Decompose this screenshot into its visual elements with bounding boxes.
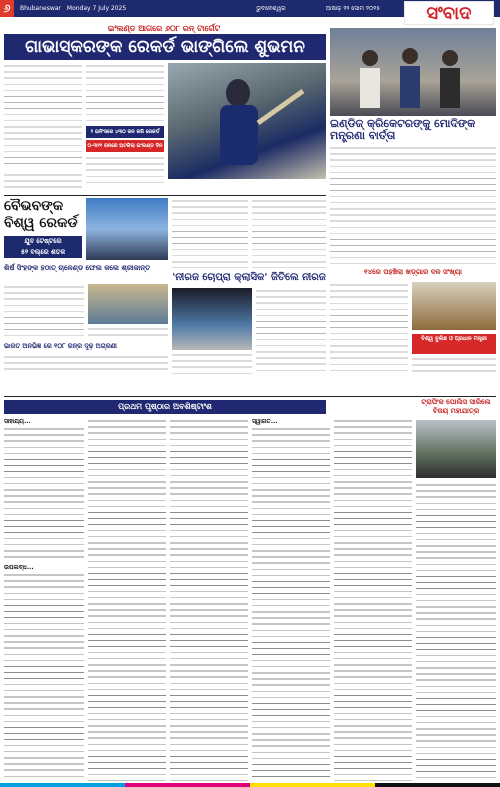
right-date-label: ଆଷାଢ଼ ୨୨ ସୋମ ୨୦୨୫ bbox=[325, 4, 380, 12]
shreyas-body-col2 bbox=[88, 326, 168, 340]
bottom-col2-body bbox=[88, 418, 166, 782]
bottom-col4-head: ସ୍ୱାଗତ... bbox=[252, 418, 278, 425]
traffic-police-photo bbox=[416, 420, 496, 478]
neeraj-body-col1 bbox=[256, 288, 326, 374]
stat-box-2: ୦-୩୨୧ ରନରେ ଅଟକିଲା ଇଂଲଣ୍ଡ ଦିନ bbox=[86, 140, 164, 152]
registration-color-bar bbox=[0, 783, 500, 787]
shreyas-photo bbox=[88, 284, 168, 324]
shreyas-body-bottom bbox=[4, 354, 168, 374]
vaibhav-body-col2 bbox=[252, 198, 326, 268]
lead-body-col2b bbox=[86, 155, 164, 183]
batsman-silhouette-icon bbox=[168, 63, 326, 179]
neeraj-headline: 'ନୀରଜ ଚୋପ୍ରା କ୍ଲାସିକ' ଜିତିଲେ ନୀରଜ bbox=[172, 272, 326, 283]
bottom-col1-body bbox=[4, 426, 84, 562]
bottom-col3-body bbox=[170, 418, 248, 782]
modi-cricketers-photo bbox=[330, 28, 496, 116]
right-body-col1 bbox=[330, 282, 408, 372]
shubman-photo bbox=[168, 63, 326, 179]
bottom-col5-body bbox=[334, 418, 412, 782]
bottom-col6-body bbox=[416, 482, 496, 782]
date-label: Monday 7 July 2025 bbox=[66, 5, 127, 12]
bottom-col1-head: ସାହାଯ୍ୟ... bbox=[4, 418, 31, 425]
lead-headline: ଗାଭାସ୍କରଙ୍କ ରେକର୍ଡ ଭାଙ୍ଗିଲେ ଶୁଭମନ bbox=[4, 34, 326, 60]
lead-body-col2 bbox=[86, 63, 164, 123]
team-photo bbox=[412, 282, 496, 330]
neeraj-body-col2 bbox=[172, 352, 252, 374]
city-label: Bhubaneswar bbox=[20, 5, 61, 12]
vaibhav-tagline-1: ଯୁବ ଟେଷ୍ଟରେ bbox=[24, 237, 62, 245]
group-people-icon bbox=[330, 28, 496, 116]
vaibhav-photo bbox=[86, 198, 168, 260]
right-body-col2 bbox=[412, 356, 496, 374]
right-story-headline: ଇଣ୍ଡିଜ୍ କ୍ରିକେଟରଙ୍କୁ ମୋଦିଙ୍କ ମନ୍ତ୍ରଣା ବାର୍ତ୍ତା bbox=[330, 117, 476, 142]
masthead-logo: ସଂବାଦ bbox=[404, 1, 494, 25]
neeraj-photo bbox=[172, 288, 252, 350]
vaibhav-tagline bbox=[4, 236, 82, 258]
page-number: ୬ bbox=[0, 0, 14, 17]
lead-body-col1 bbox=[4, 63, 82, 167]
bottom-col4-body bbox=[252, 426, 330, 782]
vaibhav-headline-2: ବିଶ୍ୱ ରେକର୍ଡ bbox=[4, 215, 78, 231]
vaibhav-tagline-2: ୫୨ ବଲ୍‌ରେ ଶତକ bbox=[20, 248, 66, 256]
shreyas-tag: ଭାରତ ଅନଭିଜ୍ଞ ରେ ୧୦୮ ରନ୍ର ଦୃଢ଼ ଅଗ୍ରଣୀ bbox=[4, 342, 117, 350]
divider-rule bbox=[4, 195, 326, 196]
bottom-banner: ପ୍ରଥମ ପୃଷ୍ଠାର ଅବଶିଷ୍ଟାଂଶ bbox=[4, 400, 326, 414]
bottom-col2-head: ଉପଲବ୍ଧ... bbox=[4, 564, 34, 571]
right-subhead: ୧୪ରେ ପହଞ୍ଚିଲା ଖଡ଼୍ଗାର ଦଳ ସଂଖ୍ୟା bbox=[364, 268, 462, 276]
bottom-divider bbox=[4, 396, 496, 397]
center-label: ଭୁବନେଶ୍ୱର bbox=[256, 4, 286, 12]
lead-kicker: ଇଂଲଣ୍ଡ ଆଗରେ ୬୦୮ ରନ୍ ଟାର୍ଗେଟ bbox=[107, 24, 221, 33]
right-badge: ବିଶ୍ୱ ବୁଲିଛ ଓ ପ୍ରଧାନ ମନ୍ତ୍ରୀ bbox=[412, 334, 496, 354]
bottom-col1b-body bbox=[4, 572, 84, 782]
shreyas-headline: ଶିର୍ଷ ସିଂହଙ୍କ ହଠାତ୍ ଚାଳେଣ୍ଡ ଫେଲ କଲେ ଶ୍ରୀକାନ୍ତ bbox=[4, 264, 151, 272]
stat-box-1: ୨ ଇନିଂସରେ ୪୩୦ ରନ କରି ରେକର୍ଡ bbox=[86, 126, 164, 138]
bottom-col6-head: ଟ୍ରାଫିକ ପୋଲିସ ସାରିଲେ ବିଜୟ ମହାଯାତ୍ର bbox=[421, 398, 491, 415]
vaibhav-headline-1: ବୈଭବଙ୍କ bbox=[4, 198, 64, 214]
shreyas-body-col1 bbox=[4, 284, 84, 340]
lead-body-col1b bbox=[4, 172, 82, 192]
vaibhav-body-col1 bbox=[172, 198, 248, 268]
right-story-body bbox=[330, 145, 496, 265]
